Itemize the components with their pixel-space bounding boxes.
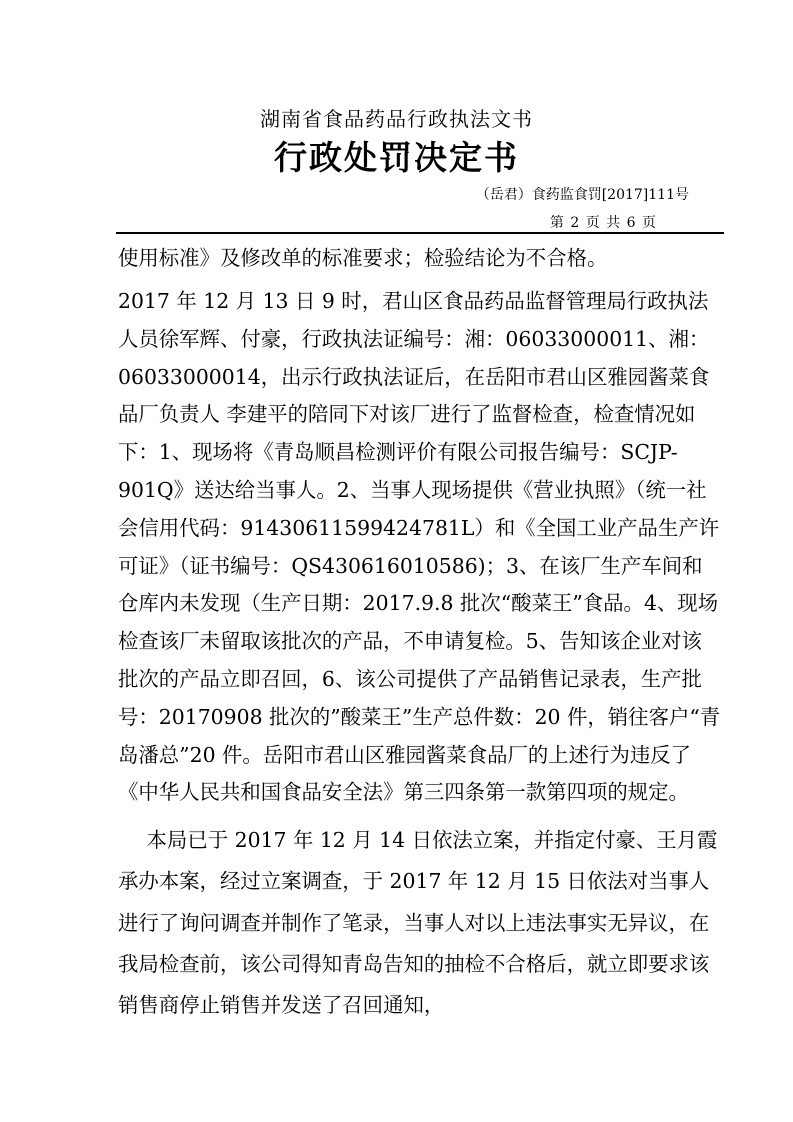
header-divider xyxy=(116,232,724,234)
document-series-title: 湖南省食品药品行政执法文书 xyxy=(260,107,533,131)
document-body xyxy=(118,240,722,1026)
document-number: （岳君）食药监食罚[2017]111号 xyxy=(475,187,689,203)
page-indicator: 第 2 页 共 6 页 xyxy=(549,215,657,231)
paragraph-case-filing: 本局已于 2017 年 12 月 14 日依法立案，并指定付豪、王月霞承办本案，经过立案调查，于 2017 年 12 月 15 日依法对当事人进行了询问调查并制作了笔录，当事人对以上违法事实无异议，在我局检查前，该公司得知青岛告知的抽检不合格后，就立即要求该销售商停止销售并发送了召回通知， xyxy=(118,828,718,1017)
paragraph-continuation: 使用标准》及修改单的标准要求；检验结论为不合格。 xyxy=(118,246,608,270)
document-title: 行政处罚决定书 xyxy=(274,138,519,177)
paragraph-inspection: 2017 年 12 月 13 日 9 时，君山区食品药品监督管理局行政执法人员徐军辉、付豪，行政执法证编号：湘：06033000011、湘：06033000014，出示行政执法证后，在岳阳市君山区雅园酱菜食品厂负责人 李建平的陪同下对该厂进行了监督检查，检查情况如下：1、现场将《青岛顺昌检测评价有限公司报告编号：SCJP-901Q》送达给当事人。2、当事人现场提供《营业执照》（统一社会信用代码：91430611599424781L）和《全国工业产品生产许可证》（证书编号：QS430616010586)；3、在该厂生产车间和仓库内未发现（生产日期：2017.9.8 批次“酸菜王”食品。4、现场检查该厂未留取该批次的产品，不申请复检。5、告知该企业对该批次的产品立即召回，6、该公司提供了产品销售记录表，生产批号：20170908 批次的”酸菜王”生产总件数：20 件，销往客户“青岛潘总”20 件。岳阳市君山区雅园酱菜食品厂的上述行为违反了《中华人民共和国食品安全法》第三四条第一款第四项的规定。 xyxy=(118,289,721,805)
